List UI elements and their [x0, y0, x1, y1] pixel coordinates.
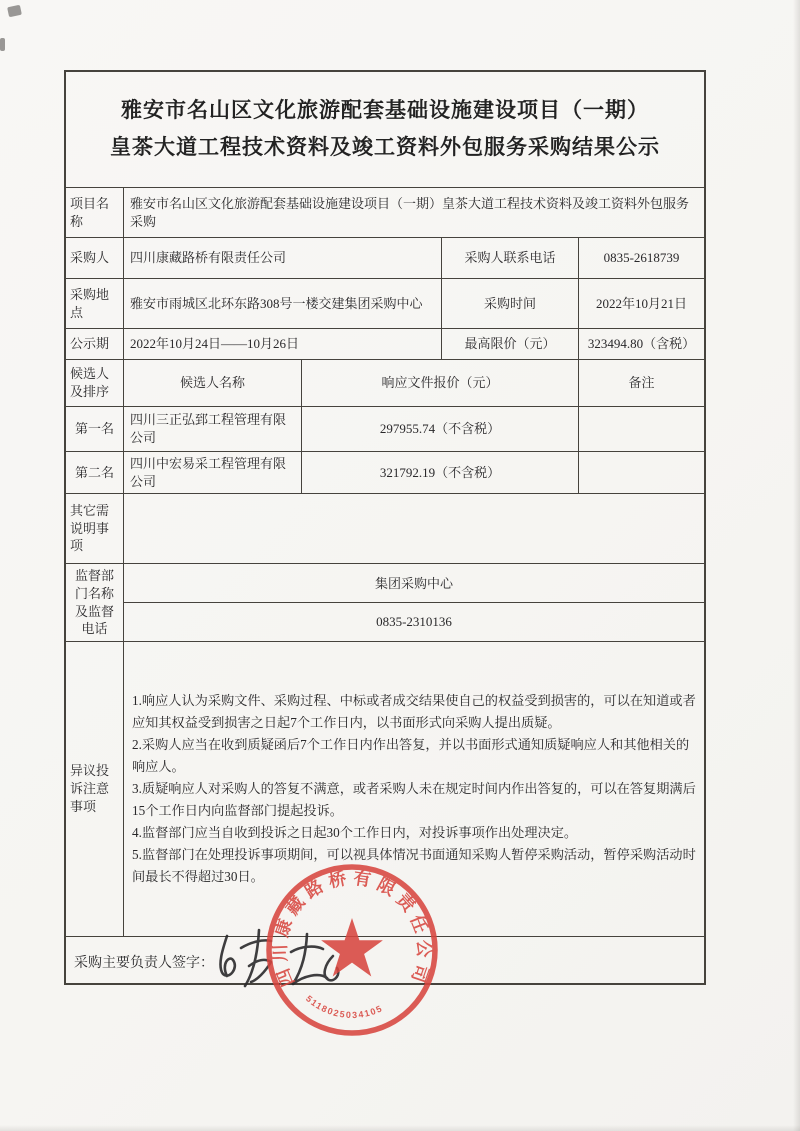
objection-item-5: 5.监督部门在处理投诉事项期间，可以视具体情况书面通知采购人暂停采购活动，暂停采购活动时间最长不得超过30日。	[132, 847, 696, 884]
publicity-row	[66, 329, 704, 360]
purchase-time-label: 采购时间	[442, 279, 579, 328]
objection-item-4: 4.监督部门应当自收到投诉之日起30个工作日内，对投诉事项作出处理决定。	[132, 825, 578, 840]
purchaser-phone-value: 0835-2618739	[603, 250, 680, 266]
supervision-department: 集团采购中心	[124, 564, 704, 603]
candidate-2-name: 四川中宏易采工程管理有限公司	[124, 452, 302, 493]
signature-row	[66, 937, 704, 987]
other-notes-row	[66, 494, 704, 564]
location-row	[66, 279, 704, 329]
project-name-value: 雅安市名山区文化旅游配套基础设施建设项目（一期）皇茶大道工程技术资料及竣工资料外包服务采购	[130, 195, 690, 229]
purchase-time-value: 2022年10月21日	[595, 295, 687, 311]
signature-label: 采购主要负责人签字：	[74, 956, 214, 971]
purchaser-phone-label: 采购人联系电话	[442, 238, 579, 278]
candidate-1-remark	[579, 407, 704, 451]
objection-item-2: 2.采购人应当在收到质疑函后7个工作日内作出答复，并以书面形式通知质疑响应人和其他相关的响应人。	[132, 737, 690, 774]
candidates-rank-header: 候选人及排序	[66, 360, 124, 406]
candidate-row-1	[66, 407, 704, 452]
candidate-1-name: 四川三正弘郅工程管理有限公司	[124, 407, 302, 451]
scan-artifact	[7, 5, 22, 17]
supervision-row	[66, 564, 704, 642]
other-notes-label: 其它需说明事项	[66, 494, 124, 563]
objection-row	[66, 642, 704, 937]
project-name-row	[66, 188, 704, 238]
page-edge-shadow	[793, 0, 800, 1131]
title-line-1: 雅安市名山区文化旅游配套基础设施建设项目（一期）	[121, 98, 649, 122]
candidate-1-quote: 297955.74（不含税）	[302, 407, 579, 451]
objection-label: 异议投诉注意事项	[66, 642, 124, 936]
candidate-1-rank: 第一名	[66, 407, 124, 451]
supervision-values	[124, 564, 704, 641]
project-name-label: 项目名称	[66, 188, 124, 237]
max-price-label: 最高限价（元）	[442, 329, 579, 359]
location-value: 雅安市雨城区北环东路308号一楼交建集团采购中心	[124, 279, 442, 328]
supervision-phone: 0835-2310136	[376, 613, 452, 629]
location-label: 采购地点	[66, 279, 124, 328]
max-price-value: 323494.80（含税）	[587, 336, 696, 352]
candidates-quote-header: 响应文件报价（元）	[302, 360, 579, 406]
supervision-label: 监督部门名称及监督电话	[66, 564, 124, 641]
svg-text:5118025034105	[304, 993, 385, 1020]
document-title	[66, 93, 704, 167]
title-row	[66, 72, 704, 188]
objection-item-3: 3.质疑响应人对采购人的答复不满意，或者采购人未在规定时间内作出答复的，可以在答复期满后15个工作日内向监督部门提起投诉。	[132, 781, 696, 818]
candidate-2-rank: 第二名	[66, 452, 124, 493]
stamp-number-text: 5118025034105	[303, 993, 385, 1021]
title-line-2: 皇茶大道工程技术资料及竣工资料外包服务采购结果公示	[110, 135, 660, 159]
candidate-2-quote: 321792.19（不含税）	[302, 452, 579, 493]
candidates-name-header: 候选人名称	[124, 360, 302, 406]
candidates-header-row	[66, 360, 704, 407]
page-edge-shadow	[0, 1125, 800, 1131]
candidate-2-remark	[579, 452, 704, 493]
stamp-company-text: 四川康藏路桥有限责任公司	[269, 867, 435, 990]
candidates-remark-header: 备注	[628, 375, 655, 391]
candidate-row-2	[66, 452, 704, 494]
other-notes-value	[124, 494, 704, 563]
purchaser-row	[66, 238, 704, 279]
objection-item-1: 1.响应人认为采购文件、采购过程、中标或者成交结果使自己的权益受到损害的，可以在知道或者应知其权益受到损害之日起7个工作日内，以书面形式向采购人提出质疑。	[132, 693, 696, 730]
objection-items	[124, 642, 704, 936]
procurement-result-table	[64, 70, 706, 985]
scan-artifact	[0, 38, 5, 51]
purchaser-value: 四川康藏路桥有限责任公司	[124, 238, 442, 278]
publicity-label: 公示期	[66, 329, 124, 359]
publicity-value: 2022年10月24日——10月26日	[124, 329, 442, 359]
purchaser-label: 采购人	[66, 238, 124, 278]
